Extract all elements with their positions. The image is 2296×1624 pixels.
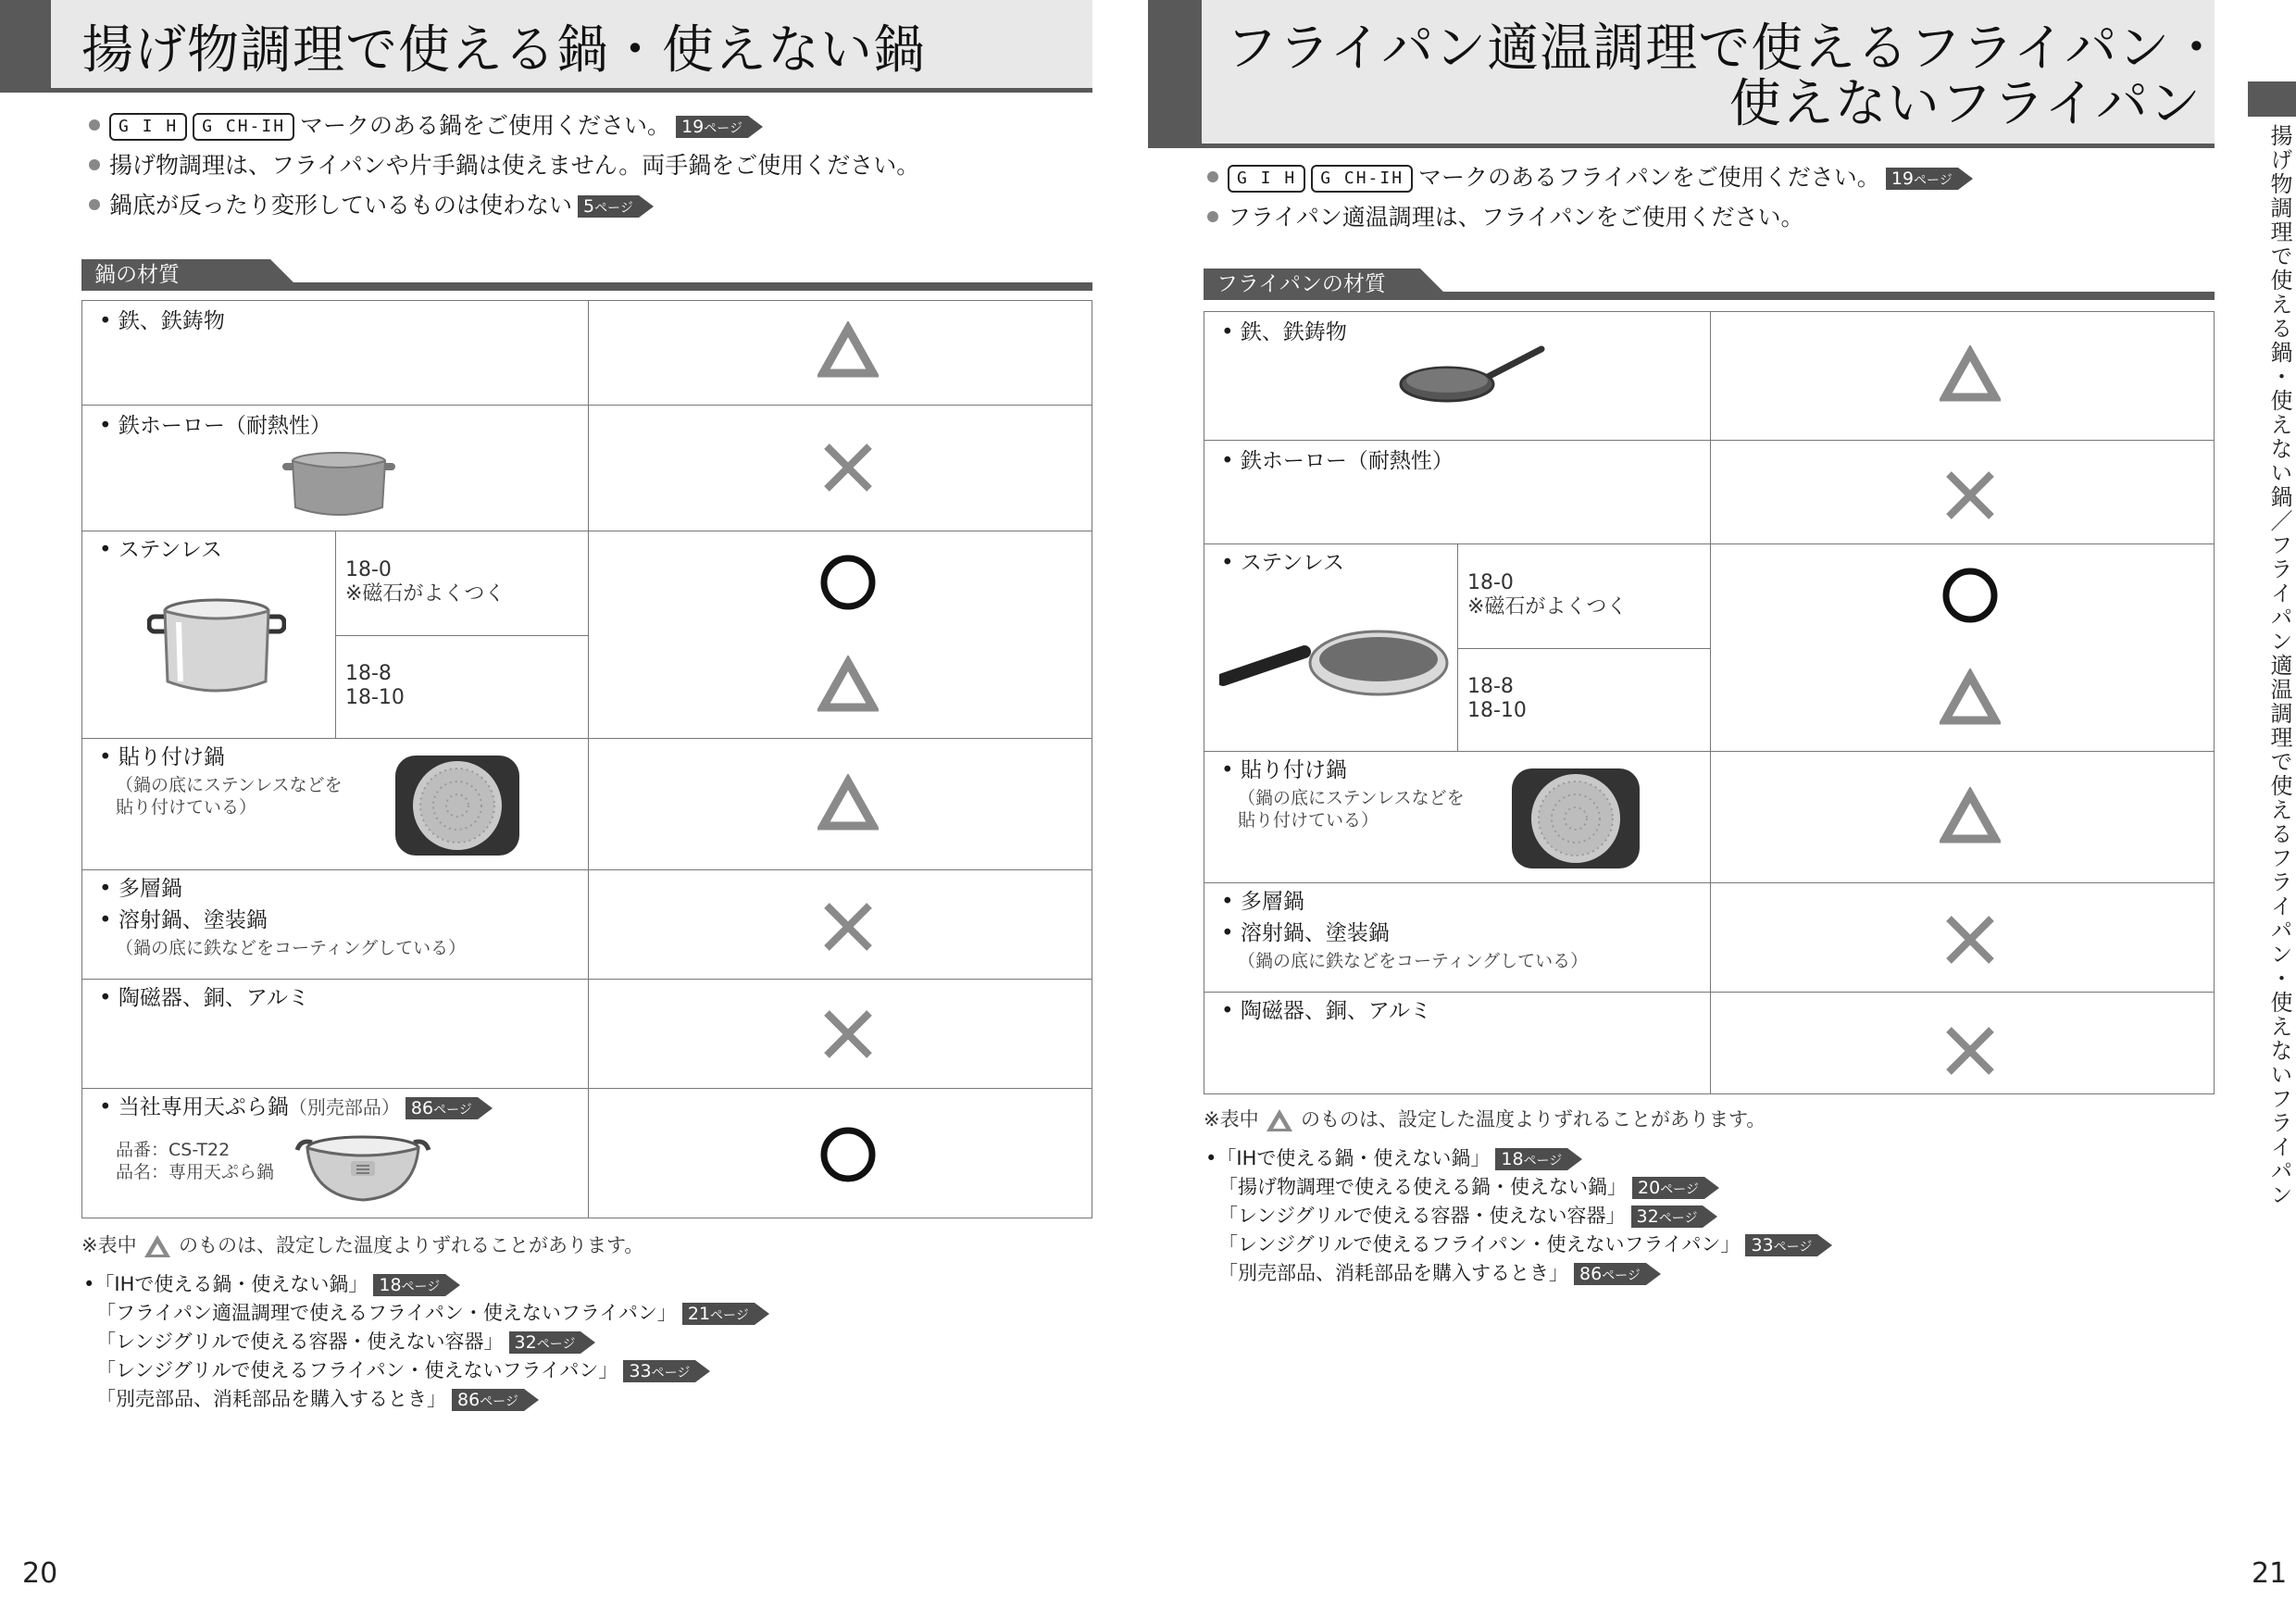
cross-icon [1940, 909, 2001, 970]
section-header [1204, 269, 2215, 300]
page-ref-link[interactable]: 5ページ [578, 195, 639, 218]
table-row: • ステンレス 18-0 ※磁石がよくつく 18-8 18-10 [1204, 543, 2214, 751]
title-underline [1148, 144, 2215, 148]
page-ref-link[interactable]: 19ページ [1886, 168, 1958, 190]
triangle-icon [817, 774, 879, 835]
triangle-icon [1940, 345, 2001, 406]
title-underline [0, 88, 1092, 93]
reference-item: 「別売部品、消耗部品を購入するとき」 86ページ [83, 1385, 775, 1414]
table-row: • 陶磁器、銅、アルミ [1204, 992, 2214, 1093]
reference-item: 「レンジグリルで使えるフライパン・使えないフライパン」 33ページ [1205, 1230, 1838, 1259]
page-ref-link[interactable]: 20ページ [1632, 1177, 1704, 1199]
bullet-fry-note: 揚げ物調理は、フライパンや片手鍋は使えません。両手鍋をご使用ください。 [87, 145, 919, 185]
page-ref-link[interactable]: 86ページ [406, 1097, 478, 1119]
section-title: フライパンの材質 [1204, 269, 1420, 300]
reference-item: 「レンジグリルで使える容器・使えない容器」 32ページ [83, 1328, 775, 1356]
table-row: • 貼り付け鍋 （鍋の底にステンレスなどを 貼り付けている） [82, 738, 1092, 869]
right-material-table [1204, 311, 2215, 1094]
pan-bottom-icon [1510, 767, 1641, 870]
left-material-table [81, 300, 1092, 1218]
reference-item: 「レンジグリルで使える容器・使えない容器」 32ページ [1205, 1202, 1838, 1230]
bullet-ih-mark [87, 106, 919, 145]
page-title: 揚げ物調理で使える鍋・使えない鍋 [81, 20, 926, 81]
table-row: • 多層鍋 • 溶射鍋、塗装鍋 （鍋の底に鉄などをコーティングしている） [82, 869, 1092, 979]
table-footnote: ※表中 のものは、設定した温度よりずれることがあります。 [1204, 1106, 1766, 1134]
triangle-icon [1265, 1106, 1294, 1134]
triangle-icon [1940, 787, 2001, 848]
section-title: 鍋の材質 [81, 259, 270, 291]
table-row: • 鉄ホーロー（耐熱性） [82, 405, 1092, 531]
ch-ih-mark-icon: G CH-IH [193, 113, 294, 141]
ih-mark-icon: G I H [1228, 165, 1305, 193]
reference-item: •「IHで使える鍋・使えない鍋」 18ページ [83, 1270, 775, 1299]
cross-icon [817, 437, 879, 498]
iron-frying-pan-icon [1399, 344, 1547, 410]
page-ref-link[interactable]: 19ページ [676, 116, 748, 138]
table-row: • 多層鍋 • 溶射鍋、塗装鍋 （鍋の底に鉄などをコーティングしている） [1204, 882, 2214, 992]
reference-item: 「揚げ物調理で使える使える鍋・使えない鍋」 20ページ [1205, 1173, 1838, 1202]
triangle-icon [143, 1232, 172, 1260]
right-page [1148, 0, 2296, 1624]
page-number: 21 [2252, 1557, 2288, 1590]
section-header [81, 259, 1092, 291]
page-ref-link[interactable]: 32ページ [1631, 1206, 1703, 1228]
cross-icon [1940, 465, 2001, 526]
cross-icon [817, 1004, 879, 1065]
page-ref-link[interactable]: 33ページ [1745, 1234, 1817, 1256]
page-ref-link[interactable]: 21ページ [682, 1303, 755, 1325]
triangle-icon [817, 656, 879, 717]
bullet-text: マークのある鍋をご使用ください。 [300, 112, 671, 139]
table-row: • ステンレス 18-0 ※磁石がよくつく 18-8 18-10 [82, 531, 1092, 738]
bullet-ih-mark: G I H G CH-IH マークのあるフライパンをご使用ください。 19ページ [1205, 157, 1978, 197]
page-title-line2: 使えないフライパン [1728, 74, 2202, 134]
enamel-pot-icon [279, 446, 399, 522]
right-title-bar [1148, 0, 2224, 148]
page-ref-link[interactable]: 86ページ [1574, 1263, 1646, 1285]
tempura-pot-icon [293, 1130, 432, 1204]
side-index-tab[interactable] [2248, 81, 2296, 117]
cross-icon [1940, 1020, 2001, 1081]
reference-item: •「IHで使える鍋・使えない鍋」 18ページ [1205, 1144, 1838, 1173]
table-row: • 貼り付け鍋 （鍋の底にステンレスなどを 貼り付けている） [1204, 751, 2214, 882]
stainless-pot-icon [147, 591, 286, 702]
left-references [83, 1270, 775, 1414]
reference-item: 「レンジグリルで使えるフライパン・使えないフライパン」 33ページ [83, 1356, 775, 1385]
page-ref-link[interactable]: 18ページ [1495, 1148, 1567, 1170]
pan-bottom-icon [393, 754, 521, 857]
page-ref-link[interactable]: 86ページ [452, 1389, 524, 1411]
circle-icon [817, 1124, 879, 1185]
table-row: • 鉄、鉄鋳物 [1204, 312, 2214, 440]
page-number: 20 [22, 1557, 58, 1590]
circle-icon [1940, 565, 2001, 626]
page-ref-link[interactable]: 18ページ [373, 1274, 445, 1296]
reference-item: 「別売部品、消耗部品を購入するとき」 86ページ [1205, 1259, 1838, 1288]
side-index-label: 揚げ物調理で使える鍋・使えない鍋／フライパン適温調理で使えるフライパン・使えないフライパン [2266, 124, 2292, 1207]
table-footnote: ※表中 のものは、設定した温度よりずれることがあります。 [81, 1231, 643, 1260]
table-row: • 鉄、鉄鋳物 [82, 301, 1092, 405]
reference-item: 「フライパン適温調理で使えるフライパン・使えないフライパン」 21ページ [83, 1299, 775, 1328]
stainless-frying-pan-icon [1219, 606, 1451, 709]
table-row: • 鉄ホーロー（耐熱性） [1204, 440, 2214, 543]
circle-icon [817, 552, 879, 613]
page-title: フライパン適温調理で使えるフライパン・ [1226, 19, 2224, 79]
bullet-warped: 鍋底が反ったり変形しているものは使わない 5ページ [87, 185, 919, 225]
table-row: • 当社専用天ぷら鍋（別売部品） 86ページ 品番：CS-T22 品名：専用天ぷら鍋 [82, 1088, 1092, 1218]
left-title-bar [0, 0, 1092, 93]
ch-ih-mark-icon: G CH-IH [1311, 165, 1413, 193]
page-ref-link[interactable]: 33ページ [623, 1360, 695, 1382]
cross-icon [817, 896, 879, 957]
right-references [1205, 1144, 1838, 1288]
triangle-icon [817, 321, 879, 382]
title-accent [0, 0, 51, 88]
bullet-fry-note: フライパン適温調理は、フライパンをご使用ください。 [1205, 197, 1978, 237]
ih-mark-icon: G I H [109, 113, 187, 141]
table-row: • 陶磁器、銅、アルミ [82, 979, 1092, 1088]
title-accent [1148, 0, 1202, 144]
right-bullets [1205, 157, 1978, 237]
page-ref-link[interactable]: 32ページ [509, 1331, 581, 1354]
left-bullets [87, 106, 919, 225]
triangle-icon [1940, 668, 2001, 730]
